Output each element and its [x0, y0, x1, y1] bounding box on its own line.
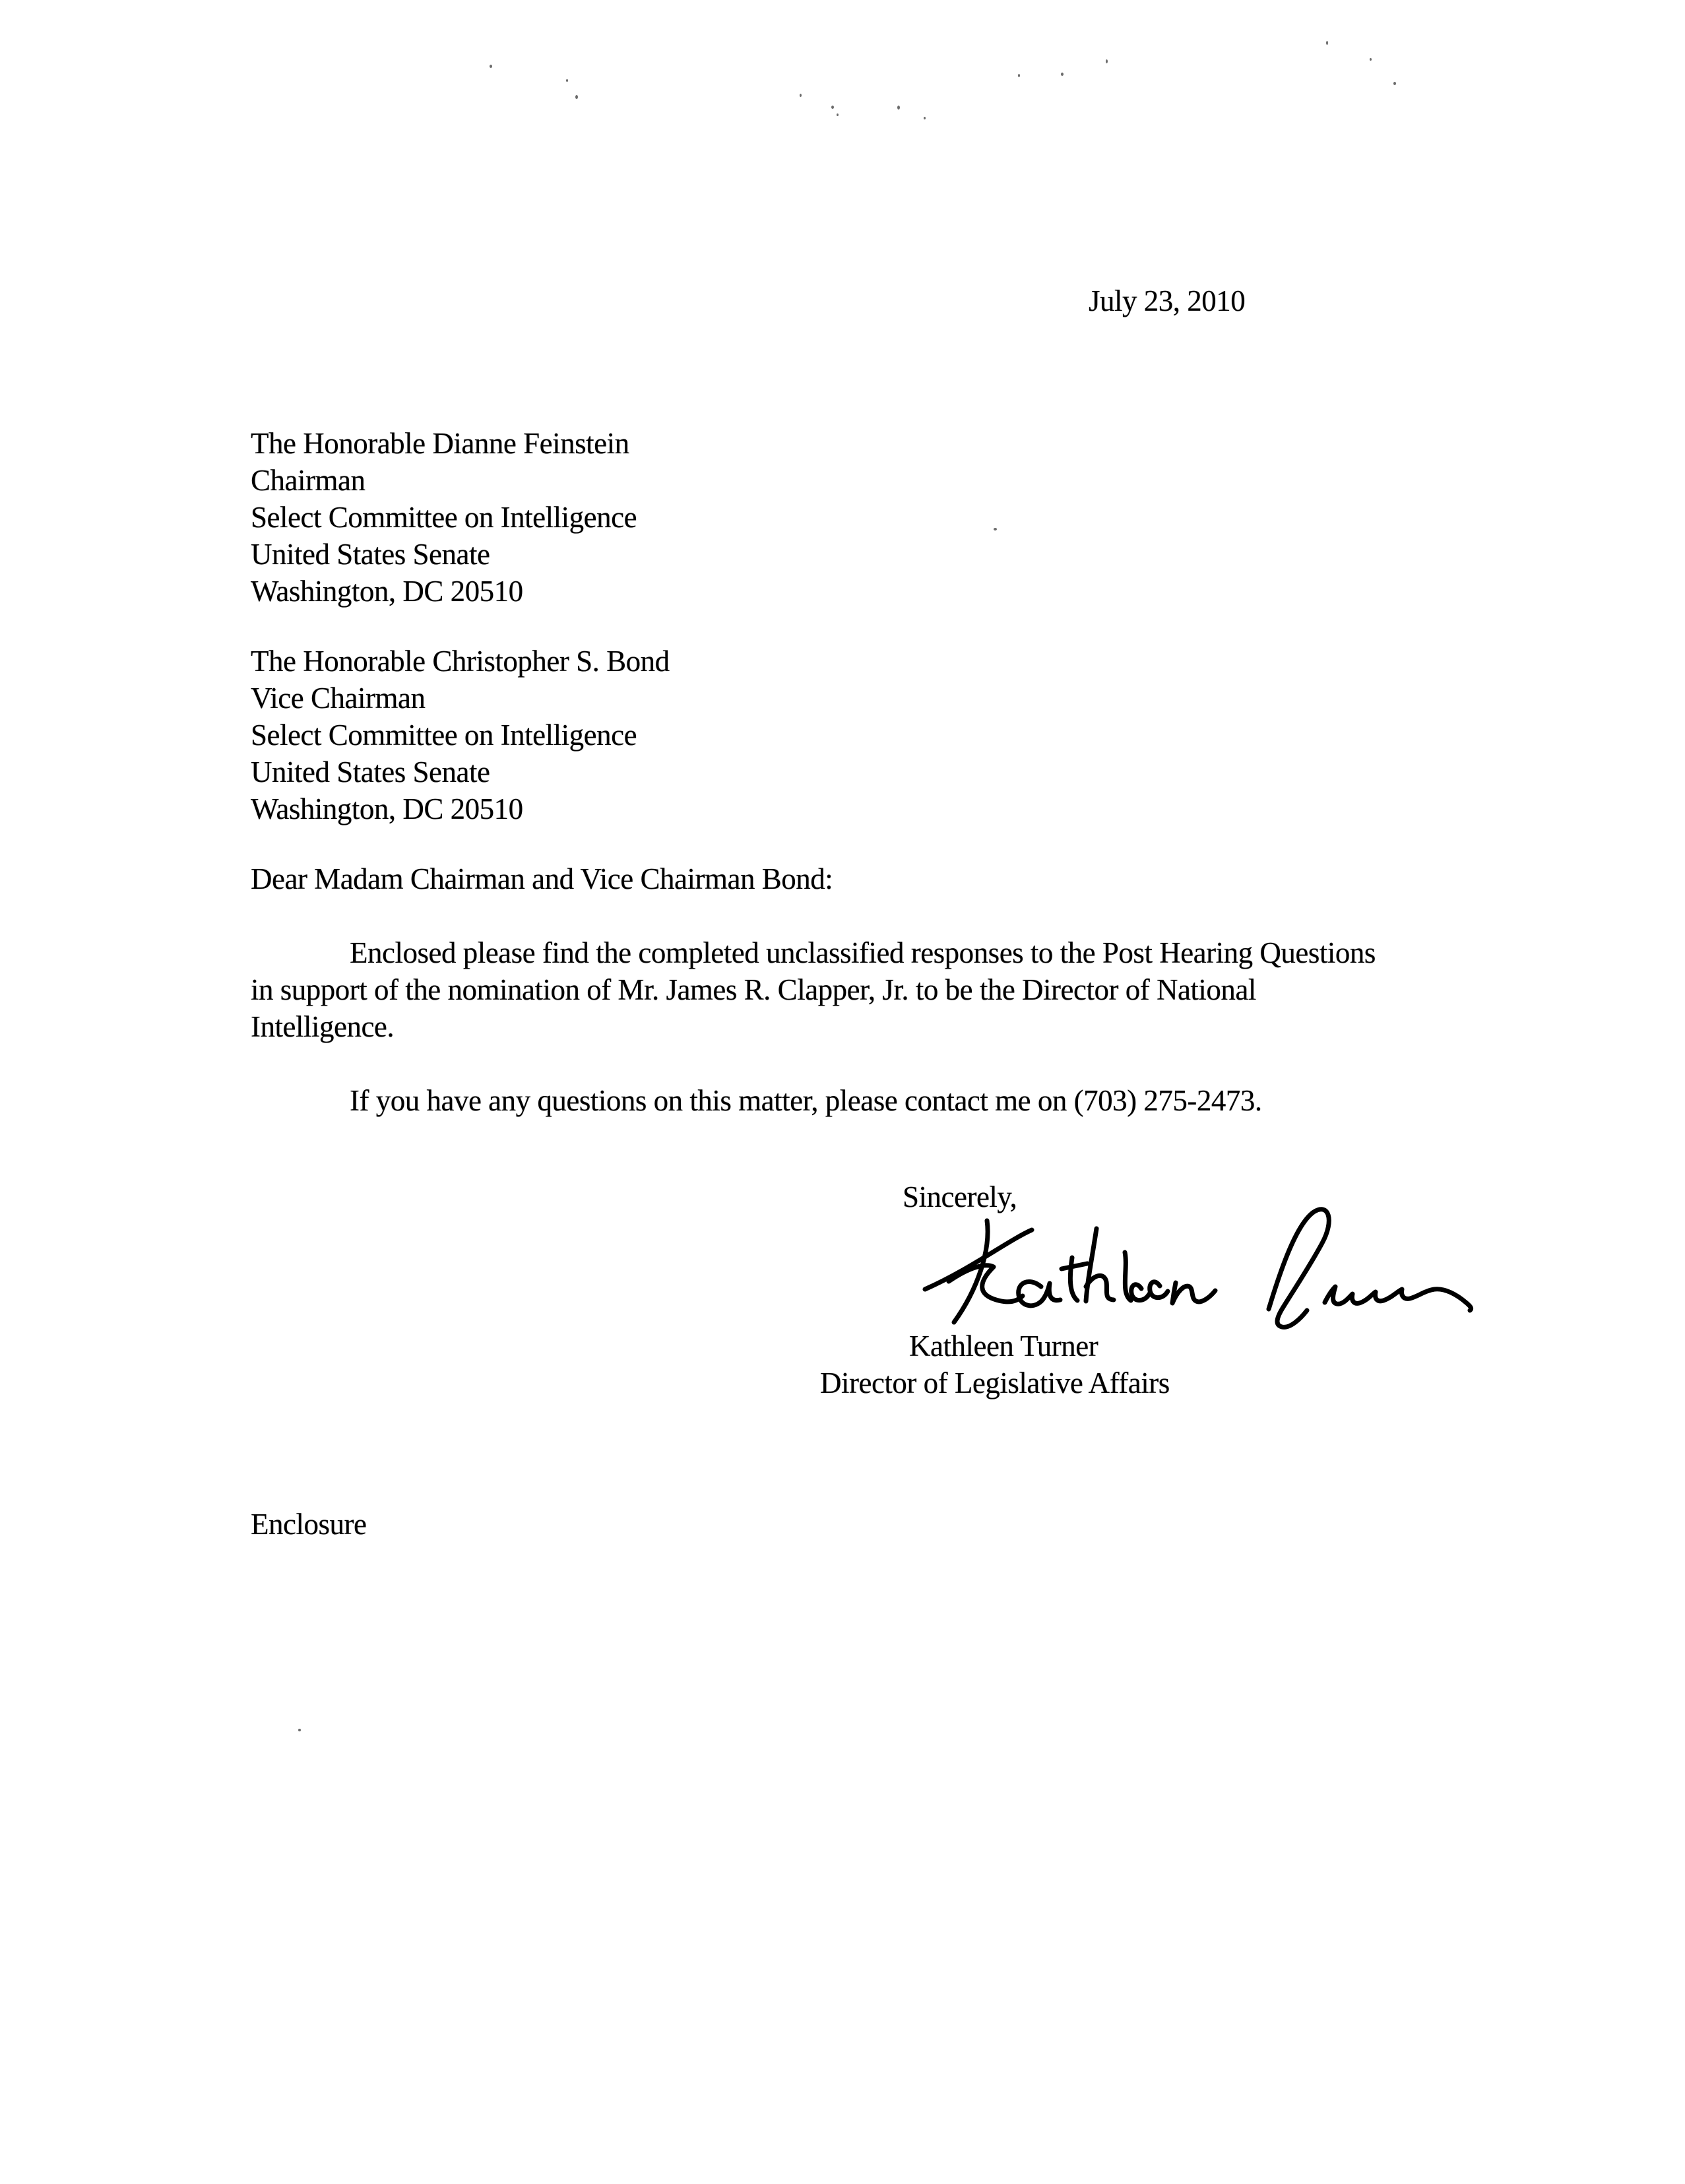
paragraph-line: in support of the nomination of Mr. James R. Clapper, Jr. to be the Director of National	[251, 973, 1256, 1006]
scan-noise-dot	[566, 79, 568, 82]
scan-noise-dot	[837, 113, 839, 116]
scan-noise-dot	[1326, 41, 1328, 45]
scan-noise-dot	[1370, 58, 1372, 61]
signature-kathleen-turner-icon	[909, 1202, 1480, 1334]
recipient-line: Select Committee on Intelligence	[251, 501, 637, 534]
enclosure-note: Enclosure	[251, 1508, 367, 1541]
scan-noise-dot	[994, 528, 997, 530]
scan-noise-dot	[1018, 74, 1020, 77]
recipient-line: United States Senate	[251, 538, 490, 571]
recipient-block-feinstein	[251, 425, 637, 610]
scan-noise-dot	[924, 117, 926, 119]
recipient-line: United States Senate	[251, 755, 490, 788]
scan-noise-dot	[897, 106, 900, 110]
signer-name: Kathleen Turner	[909, 1330, 1098, 1363]
scan-noise-dot	[1061, 73, 1064, 76]
paragraph-line: Intelligence.	[251, 1010, 395, 1043]
recipient-line: The Honorable Christopher S. Bond	[251, 645, 670, 678]
paragraph-line: Enclosed please find the completed unclassified responses to the Post Hearing Questions	[350, 936, 1376, 969]
scan-noise-dot	[800, 94, 802, 97]
signature-image	[909, 1202, 1480, 1334]
scan-noise-dot	[298, 1729, 301, 1731]
scan-noise-dot	[1106, 59, 1108, 63]
scan-noise-dot	[490, 65, 492, 68]
scan-noise-dot	[1393, 82, 1396, 85]
salutation: Dear Madam Chairman and Vice Chairman Bond:	[251, 862, 833, 895]
signer-title: Director of Legislative Affairs	[820, 1366, 1170, 1399]
paragraph-line: If you have any questions on this matter, please contact me on (703) 275-2473.	[350, 1084, 1262, 1117]
recipient-line: Washington, DC 20510	[251, 575, 523, 608]
recipient-block-bond	[251, 643, 670, 827]
scan-noise-dot	[831, 106, 834, 109]
letter-date: July 23, 2010	[1089, 284, 1246, 317]
body-paragraph-2	[251, 1082, 1262, 1119]
recipient-line: Washington, DC 20510	[251, 792, 523, 825]
recipient-line: Vice Chairman	[251, 682, 426, 715]
body-paragraph-1	[251, 934, 1376, 1045]
recipient-line: The Honorable Dianne Feinstein	[251, 427, 629, 460]
recipient-line: Chairman	[251, 464, 366, 497]
recipient-line: Select Committee on Intelligence	[251, 719, 637, 752]
scan-noise-dot	[575, 95, 578, 99]
closing: Sincerely,	[903, 1180, 1017, 1213]
